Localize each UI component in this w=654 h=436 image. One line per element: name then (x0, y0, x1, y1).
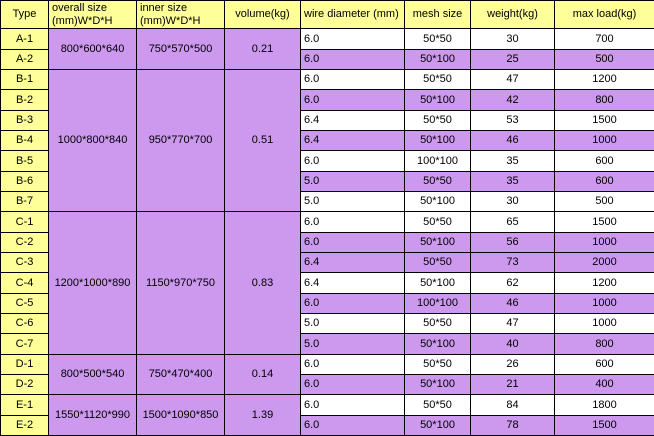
cell-wire-diameter: 6.0 (301, 232, 405, 252)
cell-overall-size: 800*500*540 (49, 354, 137, 395)
cell-type: B-7 (1, 191, 49, 211)
cell-mesh-size: 50*100 (405, 334, 471, 354)
cell-mesh-size: 50*100 (405, 232, 471, 252)
table-row (1, 69, 654, 89)
cell-max-load: 1500 (555, 415, 654, 435)
header-mesh-size: mesh size (405, 1, 471, 29)
header-weight: weight(kg) (471, 1, 555, 29)
cell-type: C-7 (1, 334, 49, 354)
cell-weight: 78 (471, 415, 555, 435)
cell-wire-diameter: 5.0 (301, 171, 405, 191)
cell-weight: 42 (471, 90, 555, 110)
cell-volume: 0.14 (225, 354, 301, 395)
cell-type: C-5 (1, 293, 49, 313)
header-volume: volume(kg) (225, 1, 301, 29)
header-wire-diameter: wire diameter (mm) (301, 1, 405, 29)
header-inner-size: inner size (mm)W*D*H (137, 1, 225, 29)
cell-weight: 46 (471, 293, 555, 313)
cell-weight: 47 (471, 313, 555, 333)
cell-weight: 62 (471, 273, 555, 293)
cell-max-load: 500 (555, 49, 654, 69)
table-row (1, 29, 654, 49)
cell-max-load: 1000 (555, 313, 654, 333)
cell-mesh-size: 50*50 (405, 395, 471, 415)
cell-weight: 35 (471, 171, 555, 191)
cell-wire-diameter: 6.0 (301, 212, 405, 232)
cell-type: E-2 (1, 415, 49, 435)
cell-volume: 0.21 (225, 29, 301, 70)
cell-max-load: 600 (555, 354, 654, 374)
cell-weight: 35 (471, 151, 555, 171)
cell-type: B-6 (1, 171, 49, 191)
cell-max-load: 1000 (555, 293, 654, 313)
cell-max-load: 1000 (555, 130, 654, 150)
cell-wire-diameter: 5.0 (301, 313, 405, 333)
cell-type: A-2 (1, 49, 49, 69)
cell-wire-diameter: 6.0 (301, 395, 405, 415)
cell-type: B-1 (1, 69, 49, 89)
cell-mesh-size: 50*100 (405, 273, 471, 293)
cell-mesh-size: 100*100 (405, 151, 471, 171)
cell-max-load: 1800 (555, 395, 654, 415)
cell-weight: 65 (471, 212, 555, 232)
cell-mesh-size: 50*100 (405, 191, 471, 211)
table-row (1, 354, 654, 374)
cell-mesh-size: 50*50 (405, 252, 471, 272)
cell-mesh-size: 50*100 (405, 374, 471, 394)
cell-max-load: 700 (555, 29, 654, 49)
cell-inner-size: 950*770*700 (137, 69, 225, 211)
table-row (1, 395, 654, 415)
cell-weight: 84 (471, 395, 555, 415)
cell-type: D-2 (1, 374, 49, 394)
table-body (1, 29, 654, 436)
cell-weight: 56 (471, 232, 555, 252)
cell-type: C-4 (1, 273, 49, 293)
cell-weight: 21 (471, 374, 555, 394)
cell-mesh-size: 50*100 (405, 415, 471, 435)
cell-max-load: 1500 (555, 212, 654, 232)
cell-max-load: 1500 (555, 110, 654, 130)
cell-mesh-size: 50*100 (405, 49, 471, 69)
cell-mesh-size: 50*50 (405, 110, 471, 130)
cell-wire-diameter: 6.0 (301, 90, 405, 110)
cell-type: A-1 (1, 29, 49, 49)
cell-mesh-size: 50*50 (405, 29, 471, 49)
cell-overall-size: 1550*1120*990 (49, 395, 137, 436)
cell-max-load: 500 (555, 191, 654, 211)
cell-weight: 30 (471, 29, 555, 49)
cell-type: C-1 (1, 212, 49, 232)
cell-max-load: 1000 (555, 232, 654, 252)
cell-type: B-3 (1, 110, 49, 130)
cell-type: C-3 (1, 252, 49, 272)
cell-type: C-2 (1, 232, 49, 252)
cell-mesh-size: 50*50 (405, 313, 471, 333)
cell-max-load: 600 (555, 171, 654, 191)
cell-type: B-4 (1, 130, 49, 150)
header-type: Type (1, 1, 49, 29)
cell-weight: 53 (471, 110, 555, 130)
cell-mesh-size: 50*100 (405, 130, 471, 150)
cell-weight: 47 (471, 69, 555, 89)
cell-wire-diameter: 5.0 (301, 191, 405, 211)
cell-wire-diameter: 6.4 (301, 273, 405, 293)
cell-weight: 46 (471, 130, 555, 150)
cell-wire-diameter: 6.4 (301, 130, 405, 150)
cell-wire-diameter: 6.0 (301, 415, 405, 435)
cell-wire-diameter: 6.0 (301, 49, 405, 69)
cell-max-load: 1200 (555, 273, 654, 293)
cell-mesh-size: 50*50 (405, 171, 471, 191)
cell-type: B-2 (1, 90, 49, 110)
cell-mesh-size: 100*100 (405, 293, 471, 313)
table-header (1, 1, 654, 29)
cell-max-load: 2000 (555, 252, 654, 272)
cell-volume: 1.39 (225, 395, 301, 436)
cell-type: E-1 (1, 395, 49, 415)
cell-volume: 0.51 (225, 69, 301, 211)
cell-type: C-6 (1, 313, 49, 333)
cell-mesh-size: 50*50 (405, 69, 471, 89)
cell-overall-size: 1200*1000*890 (49, 212, 137, 354)
cell-wire-diameter: 6.0 (301, 151, 405, 171)
cell-wire-diameter: 6.0 (301, 374, 405, 394)
cell-inner-size: 750*570*500 (137, 29, 225, 70)
cell-inner-size: 1500*1090*850 (137, 395, 225, 436)
cell-max-load: 600 (555, 151, 654, 171)
cell-max-load: 800 (555, 90, 654, 110)
cell-wire-diameter: 6.0 (301, 29, 405, 49)
cell-overall-size: 800*600*640 (49, 29, 137, 70)
cell-type: D-1 (1, 354, 49, 374)
table-row (1, 212, 654, 232)
cell-wire-diameter: 6.4 (301, 110, 405, 130)
cell-type: B-5 (1, 151, 49, 171)
cell-mesh-size: 50*100 (405, 90, 471, 110)
cell-weight: 25 (471, 49, 555, 69)
cell-max-load: 1200 (555, 69, 654, 89)
cell-overall-size: 1000*800*840 (49, 69, 137, 211)
cell-weight: 30 (471, 191, 555, 211)
cell-volume: 0.83 (225, 212, 301, 354)
cell-wire-diameter: 5.0 (301, 334, 405, 354)
cell-mesh-size: 50*50 (405, 354, 471, 374)
cell-mesh-size: 50*50 (405, 212, 471, 232)
cell-inner-size: 1150*970*750 (137, 212, 225, 354)
cell-wire-diameter: 6.0 (301, 69, 405, 89)
cell-weight: 73 (471, 252, 555, 272)
cell-weight: 26 (471, 354, 555, 374)
cell-weight: 40 (471, 334, 555, 354)
header-overall-size: overall size (mm)W*D*H (49, 1, 137, 29)
header-max-load: max load(kg) (555, 1, 654, 29)
header-row (1, 1, 654, 29)
cell-wire-diameter: 6.0 (301, 354, 405, 374)
cell-max-load: 800 (555, 334, 654, 354)
cell-max-load: 400 (555, 374, 654, 394)
cell-wire-diameter: 6.4 (301, 252, 405, 272)
cell-inner-size: 750*470*400 (137, 354, 225, 395)
cell-wire-diameter: 6.0 (301, 293, 405, 313)
